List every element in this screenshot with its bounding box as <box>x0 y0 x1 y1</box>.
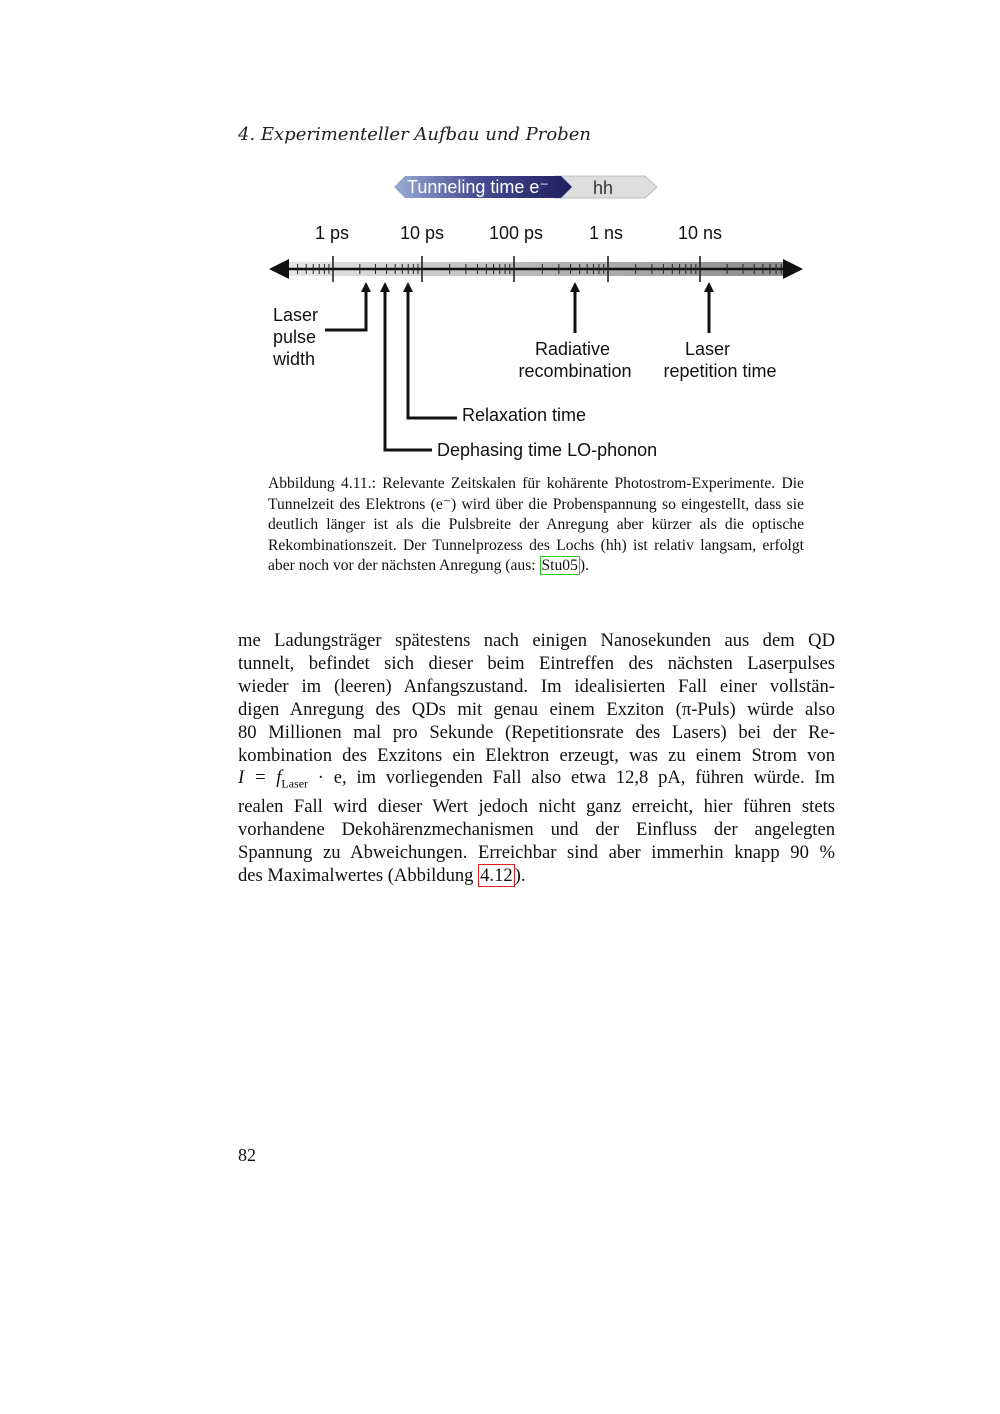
formula-prefix: I = f <box>238 767 282 789</box>
axis-label-1ps: 1 ps <box>315 223 350 243</box>
hole-tunneling-label: hh <box>593 178 614 198</box>
body-line: Spannung zu Abweichungen. Erreichbar sind aber immerhin knapp 90 % <box>238 841 835 863</box>
relaxation-time-label: Relaxation time <box>462 405 587 425</box>
timeline-left-arrowhead <box>269 259 289 279</box>
formula-subscript: Laser <box>281 777 309 792</box>
body-line: 80 Millionen mal pro Sekunde (Repetitionsrate des Lasers) bei der Re- <box>238 721 835 743</box>
axis-label-1ns: 1 ns <box>589 223 624 243</box>
timescale-figure <box>255 168 815 468</box>
body-line: digen Anregung des QDs mit genau einem Exziton (π-Puls) würde also <box>238 698 835 720</box>
laser-repetition-label: Laser repetition time <box>663 339 777 381</box>
laser-pulse-width-connector <box>325 292 366 330</box>
last-line-end: ). <box>514 864 526 886</box>
relaxation-time-connector <box>408 292 457 418</box>
page-number: 82 <box>238 1145 256 1165</box>
electron-tunneling-label: Tunneling time e⁻ <box>407 177 549 197</box>
laser-pulse-width-arrowhead <box>361 282 371 292</box>
laser-pulse-width-label: Laser pulse width <box>273 305 319 369</box>
caption-text-part2: ). <box>579 557 589 574</box>
body-line: me Ladungsträger spätestens nach einigen Nanosekunden aus dem QD <box>238 630 835 651</box>
formula-suffix: · e, im vorliegenden Fall also etwa 12,8 pA, führen würde. Im <box>308 767 835 789</box>
body-last-line <box>238 865 835 888</box>
dephasing-time-label: Dephasing time LO-phonon <box>437 440 658 460</box>
laser-repetition-arrowhead <box>704 282 714 292</box>
body-line: tunnelt, befindet sich dieser beim Eintreffen des nächsten Laserpulses <box>238 652 835 674</box>
radiative-recombination-label: Radiative recombination <box>518 339 632 381</box>
citation-link-stu05[interactable]: Stu05 <box>541 557 578 574</box>
body-line: kombination des Exzitons ein Elektron erzeugt, was zu einem Strom von <box>238 744 835 766</box>
dephasing-time-arrowhead <box>380 282 390 292</box>
axis-label-10ps: 10 ps <box>400 223 445 243</box>
body-line: realen Fall wird dieser Wert jedoch nicht ganz erreicht, hier führen stets <box>238 796 835 818</box>
caption-label: Abbildung 4.11.: <box>268 475 376 492</box>
figure-caption <box>268 474 804 577</box>
body-paragraph <box>238 630 835 888</box>
timeline-right-arrowhead <box>783 259 803 279</box>
timescale-diagram <box>255 168 815 468</box>
last-line-text: des Maximalwertes (Abbildung <box>238 864 479 886</box>
axis-label-10ns: 10 ns <box>678 223 723 243</box>
relaxation-time-arrowhead <box>403 282 413 292</box>
radiative-recombination-arrowhead <box>570 282 580 292</box>
figure-ref-link-4-12[interactable]: 4.12 <box>480 864 513 886</box>
body-formula-line <box>238 767 835 796</box>
caption-text-part1: Relevante Zeitskalen für kohärente Photostrom-Experimente. Die Tunnelzeit des Elektrons (e⁻) wird über die Probenspannung so eingestellt, dass sie deutlich länger ist als die Pulsbreite der Anregung aber kürzer als die optische Rekombinationszeit. Der Tunnelprozess des Lochs (hh) ist relativ langsam, erfolgt aber noch vor der nächsten Anregung (aus: <box>268 475 804 574</box>
body-line: wieder im (leeren) Anfangszustand. Im idealisierten Fall einer vollstän- <box>238 675 835 697</box>
running-header: 4. Experimenteller Aufbau und Proben <box>238 124 591 145</box>
body-line: vorhandene Dekohärenzmechanismen und der Einfluss der angelegten <box>238 818 835 840</box>
axis-label-100ps: 100 ps <box>489 223 544 243</box>
